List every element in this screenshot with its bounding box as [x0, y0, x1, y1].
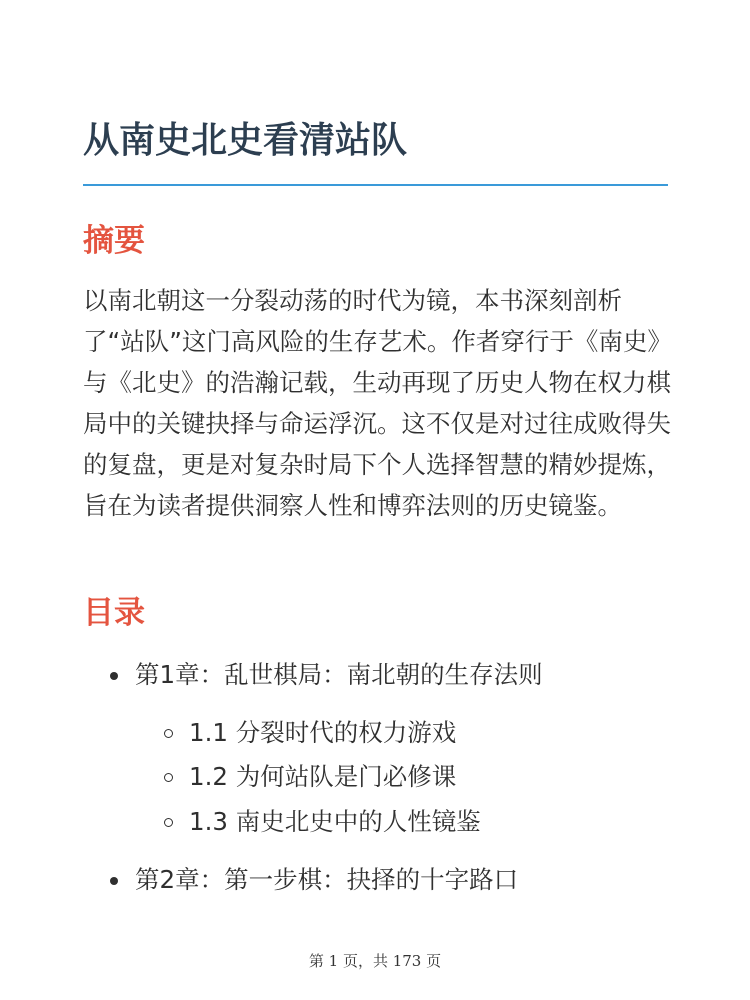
bullet-circle-icon [164, 773, 173, 782]
bullet-disc-icon [110, 672, 118, 680]
toc-section-label: 1.1 分裂时代的权力游戏 [189, 718, 457, 747]
toc-chapter-1[interactable] [135, 657, 543, 693]
toc-section-label: 1.3 南史北史中的人性镜鉴 [189, 807, 481, 836]
bullet-circle-icon [164, 818, 173, 827]
abstract-heading: 摘要 [83, 223, 145, 259]
page-number: 第 1 页，共 173 页 [308, 952, 442, 970]
title-divider [83, 184, 668, 186]
bullet-circle-icon [164, 729, 173, 738]
abstract-paragraph: 以南北朝这一分裂动荡的时代为镜，本书深刻剖析了“站队”这门高风险的生存艺术。作者穿行于《南史》与《北史》的浩瀚记载，生动再现了历史人物在权力棋局中的关键抉择与命运浮沉。这不仅是对过往成败得失的复盘，更是对复杂时局下个人选择智慧的精妙提炼，旨在为读者提供洞察人性和博弈法则的历史镜鉴。 [83, 286, 672, 520]
toc-section-label: 1.2 为何站队是门必修课 [189, 762, 457, 791]
toc-heading: 目录 [83, 595, 145, 631]
bullet-disc-icon [110, 877, 118, 885]
toc-chapter-label: 第1章：乱世棋局：南北朝的生存法则 [135, 660, 543, 689]
toc-section-1-1[interactable] [189, 715, 456, 751]
toc-chapter-2[interactable] [135, 862, 518, 898]
toc-section-1-2[interactable] [189, 759, 456, 795]
toc-chapter-label: 第2章：第一步棋：抉择的十字路口 [135, 865, 519, 894]
toc-section-1-3[interactable] [189, 804, 481, 840]
page-title: 从南史北史看清站队 [83, 120, 408, 161]
